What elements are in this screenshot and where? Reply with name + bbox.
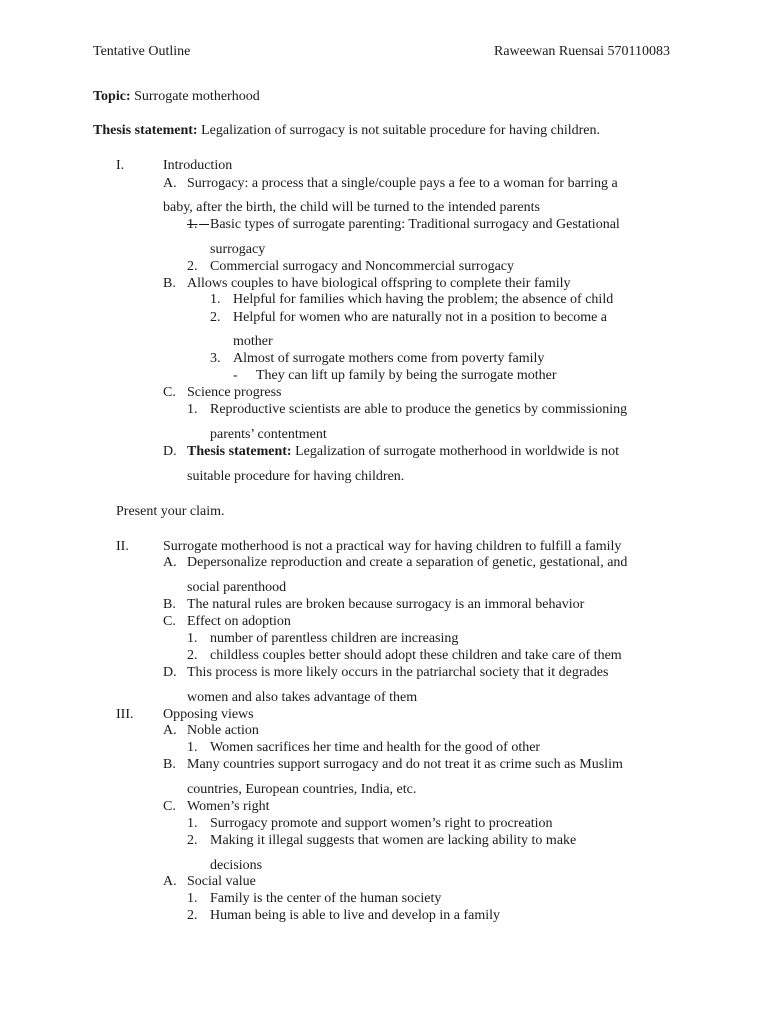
s3-d2-line1: Human being is able to live and develop in a family — [210, 908, 501, 923]
s3-c2-line1: Making it illegal suggests that women are lacking ability to make — [210, 833, 577, 848]
s2-d-line1: This process is more likely occurs in the patriarchal society that it degrades — [187, 665, 609, 680]
s1-b3-dash: - — [233, 368, 238, 383]
section-3-number: III. — [116, 707, 134, 722]
thesis-label: Thesis statement: — [93, 123, 198, 138]
s1-a-line2: baby, after the birth, the child will be turned to the intended parents — [163, 200, 540, 215]
s1-b-line1: Allows couples to have biological offspring to complete their family — [187, 276, 571, 291]
s3-c1-line1: Surrogacy promote and support women’s right to procreation — [210, 816, 553, 831]
s1-c1-line2: parents’ contentment — [210, 427, 327, 442]
s3-c-line1: Women’s right — [187, 799, 270, 814]
s3-d-marker: A. — [163, 874, 177, 889]
s2-c-line1: Effect on adoption — [187, 614, 291, 629]
s2-c1-line1: number of parentless children are increasing — [210, 631, 459, 646]
s2-a-marker: A. — [163, 555, 177, 570]
s2-c2-line1: childless couples better should adopt these children and take care of them — [210, 648, 622, 663]
s3-b-marker: B. — [163, 757, 176, 772]
s2-b-marker: B. — [163, 597, 176, 612]
section-2-title: Surrogate motherhood is not a practical way for having children to fulfill a family — [163, 539, 622, 554]
s1-b3-line1: Almost of surrogate mothers come from poverty family — [233, 351, 545, 366]
s1-b3-dash-line1: They can lift up family by being the surrogate mother — [256, 368, 557, 383]
s2-b-line1: The natural rules are broken because surrogacy is an immoral behavior — [187, 597, 585, 612]
s3-a-marker: A. — [163, 723, 177, 738]
s3-d-line1: Social value — [187, 874, 256, 889]
section-1-title: Introduction — [163, 158, 233, 173]
s3-c1-marker: 1. — [187, 816, 198, 831]
s1-d-line2: suitable procedure for having children. — [187, 469, 405, 484]
s2-a-line2: social parenthood — [187, 580, 287, 595]
s1-b-marker: B. — [163, 276, 176, 291]
s1-c1-marker: 1. — [187, 402, 198, 417]
s3-b-line1: Many countries support surrogacy and do not treat it as crime such as Muslim — [187, 757, 623, 772]
s1-d-text: Legalization of surrogate motherhood in worldwide is not — [295, 444, 619, 459]
s2-c1-marker: 1. — [187, 631, 198, 646]
s1-c-marker: C. — [163, 385, 176, 400]
thesis-text: Legalization of surrogacy is not suitable procedure for having children. — [201, 123, 600, 138]
s3-a1-line1: Women sacrifices her time and health for the good of other — [210, 740, 541, 755]
s1-a-line1: Surrogacy: a process that a single/couple pays a fee to a woman for barring a — [187, 176, 618, 191]
s3-a-line1: Noble action — [187, 723, 259, 738]
s2-a-line1: Depersonalize reproduction and create a separation of genetic, gestational, and — [187, 555, 628, 570]
s3-a1-marker: 1. — [187, 740, 198, 755]
section-1-number: I. — [116, 158, 125, 173]
s1-b1-marker: 1. — [210, 292, 221, 307]
s3-d1-line1: Family is the center of the human society — [210, 891, 442, 906]
s1-b1-line1: Helpful for families which having the problem; the absence of child — [233, 292, 614, 307]
s3-c-marker: C. — [163, 799, 176, 814]
section-2-number: II. — [116, 539, 129, 554]
topic-label: Topic: — [93, 89, 131, 104]
s1-c-line1: Science progress — [187, 385, 282, 400]
s3-d2-marker: 2. — [187, 908, 198, 923]
topic-line — [93, 88, 260, 105]
s1-c1-line1: Reproductive scientists are able to produce the genetics by commissioning — [210, 402, 628, 417]
header-author: Raweewan Ruensai 570110083 — [494, 44, 670, 59]
s1-a-marker: A. — [163, 176, 177, 191]
s3-b-line2: countries, European countries, India, etc. — [187, 782, 417, 797]
s3-c2-line2: decisions — [210, 858, 263, 873]
s2-c2-marker: 2. — [187, 648, 198, 663]
s3-d1-marker: 1. — [187, 891, 198, 906]
section-3-title: Opposing views — [163, 707, 254, 722]
s2-d-marker: D. — [163, 665, 177, 680]
s1-a2-marker: 2. — [187, 259, 198, 274]
topic-text: Surrogate motherhood — [134, 89, 260, 104]
s1-a1-line1: Basic types of surrogate parenting: Traditional surrogacy and Gestational — [210, 217, 620, 232]
thesis-line — [93, 122, 600, 139]
header-title: Tentative Outline — [93, 44, 191, 59]
s1-b3-marker: 3. — [210, 351, 221, 366]
s2-c-marker: C. — [163, 614, 176, 629]
s1-b2-line1: Helpful for women who are naturally not in a position to become a — [233, 310, 608, 325]
s1-b2-marker: 2. — [210, 310, 221, 325]
s1-d-label: Thesis statement: — [187, 444, 292, 459]
s1-a1-marker: 1. — [187, 217, 198, 232]
s1-d-line1 — [187, 443, 619, 460]
s1-a2-line1: Commercial surrogacy and Noncommercial surrogacy — [210, 259, 515, 274]
s2-d-line2: women and also takes advantage of them — [187, 690, 418, 705]
s1-d-marker: D. — [163, 444, 177, 459]
s1-a1-line2: surrogacy — [210, 242, 266, 257]
s1-b2-line2: mother — [233, 334, 273, 349]
s1-a1-strike — [199, 216, 209, 233]
s3-c2-marker: 2. — [187, 833, 198, 848]
present-claim: Present your claim. — [116, 504, 225, 519]
